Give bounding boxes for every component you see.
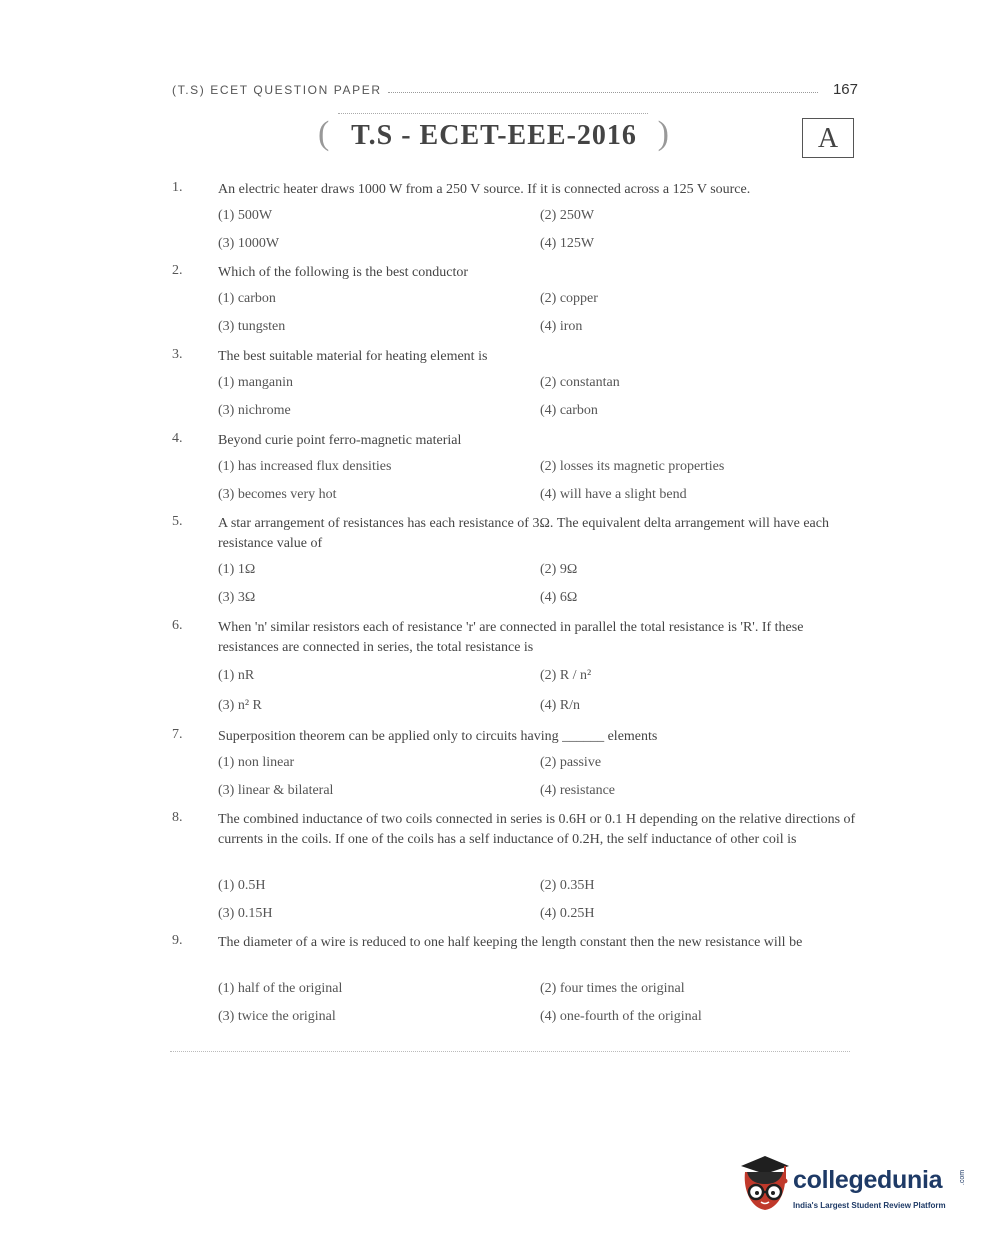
option: (4) resistance [540, 783, 616, 798]
option: (1) 1Ω [218, 562, 256, 577]
question-text: A star arrangement of resistances has each resistance of 3Ω. The equivalent delta arrangement will have each resistance value of [218, 516, 829, 551]
question-text: The diameter of a wire is reduced to one half keeping the length constant then the new resistance will be [218, 935, 803, 950]
logo-wordmark: collegedunia [793, 1166, 943, 1194]
question-number: 9. [172, 933, 183, 948]
question-text: Which of the following is the best conductor [218, 265, 468, 280]
option: (3) becomes very hot [218, 487, 337, 502]
question-text: Superposition theorem can be applied only to circuits having ______ elements [218, 729, 658, 744]
option: (1) half of the original [218, 981, 343, 996]
question-number: 6. [172, 618, 183, 633]
set-code-box: A [802, 118, 854, 158]
question-number: 8. [172, 810, 183, 825]
question-text: An electric heater draws 1000 W from a 250 V source. If it is connected across a 125 V source. [218, 182, 751, 197]
question-number: 4. [172, 431, 183, 446]
option: (4) 125W [540, 236, 595, 251]
option: (4) carbon [540, 403, 598, 418]
option: (1) manganin [218, 375, 294, 390]
option: (2) 9Ω [540, 562, 578, 577]
option: (2) constantan [540, 375, 620, 390]
option: (3) tungsten [218, 319, 286, 334]
option: (4) 6Ω [540, 590, 578, 605]
option: (2) copper [540, 291, 598, 306]
title-paren-left: ( [318, 115, 331, 152]
option: (3) 3Ω [218, 590, 256, 605]
option: (4) one-fourth of the original [540, 1009, 702, 1024]
option: (1) non linear [218, 755, 295, 770]
title-paren-right: ) [657, 115, 670, 152]
option: (3) n² R [218, 698, 262, 713]
collegedunia-logo [735, 1150, 965, 1220]
logo-tagline: India's Largest Student Review Platform [793, 1201, 946, 1210]
option: (4) R/n [540, 698, 581, 713]
option: (4) iron [540, 319, 583, 334]
question-number: 5. [172, 514, 183, 529]
option: (4) 0.25H [540, 906, 595, 921]
question-number: 3. [172, 347, 183, 362]
question-text: When 'n' similar resistors each of resistance 'r' are connected in parallel the total resistance is 'R'. If these resistances are connected in series, the total resistance is [218, 620, 804, 655]
option: (1) nR [218, 668, 255, 683]
option: (1) carbon [218, 291, 276, 306]
logo-domain-suffix: .com [959, 1169, 967, 1186]
option: (3) twice the original [218, 1009, 336, 1024]
option: (1) 500W [218, 208, 273, 223]
option: (1) has increased flux densities [218, 459, 392, 474]
option: (3) 1000W [218, 236, 280, 251]
option: (2) R / n² [540, 668, 592, 683]
option: (2) four times the original [540, 981, 685, 996]
option: (2) losses its magnetic properties [540, 459, 725, 474]
question-number: 1. [172, 180, 183, 195]
question-text: Beyond curie point ferro-magnetic material [218, 433, 462, 448]
option: (3) 0.15H [218, 906, 273, 921]
option: (4) will have a slight bend [540, 487, 687, 502]
page-number: 167 [832, 81, 858, 98]
option: (3) nichrome [218, 403, 291, 418]
option: (2) 0.35H [540, 878, 595, 893]
question-text: The combined inductance of two coils connected in series is 0.6H or 0.1 H depending on the relative directions of currents in the coils. If one of the coils has a self inductance of 0.2H, the self inductance of other coil is [218, 812, 856, 847]
bottom-dotted-rule [170, 1051, 850, 1052]
option: (3) linear & bilateral [218, 783, 334, 798]
option: (2) passive [540, 755, 602, 770]
mascot-icon [735, 1150, 791, 1220]
question-text: The best suitable material for heating element is [218, 349, 488, 364]
question-number: 7. [172, 727, 183, 742]
option: (1) 0.5H [218, 878, 266, 893]
exam-title-text: T.S - ECET-EEE-2016 [351, 120, 637, 151]
question-number: 2. [172, 263, 183, 278]
running-title: (T.S) ECET QUESTION PAPER [172, 83, 382, 97]
option: (2) 250W [540, 208, 595, 223]
